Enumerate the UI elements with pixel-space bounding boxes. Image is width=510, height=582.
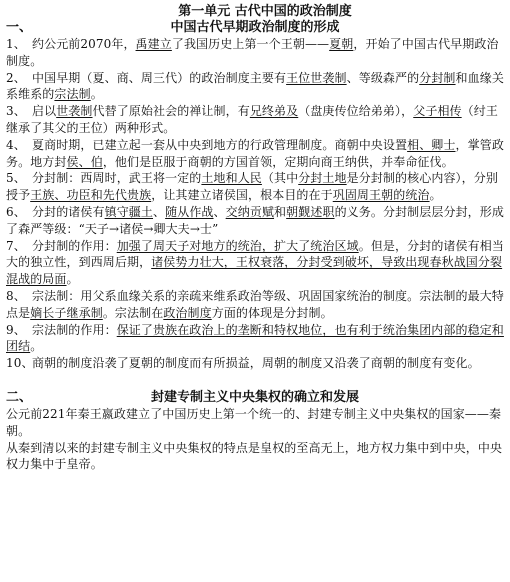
item-number: 5、: [6, 171, 26, 186]
underlined-text: 世袭制: [56, 104, 93, 119]
section-1-number: 一、: [6, 20, 33, 35]
unit-title: 第一单元 古代中国的政治制度: [178, 4, 352, 19]
list-item: [6, 137, 504, 171]
item-text: 分封的诸侯有: [32, 204, 105, 219]
list-item: [6, 36, 504, 70]
item-number: 7、: [6, 238, 26, 253]
item-text: 。: [30, 339, 43, 354]
item-text: 中国早期（夏、商、周三代）的政治制度主要有: [32, 70, 287, 85]
item-number: 10、: [6, 356, 34, 371]
item-number: 4、: [6, 137, 26, 152]
section-2-paragraph: 从秦到清以来的封建专制主义中央集权的特点是皇权的至高无上，地方权力集中到中央，中央权力集中于皇帝。: [6, 440, 503, 472]
item-number: 2、: [6, 70, 26, 85]
item-text: ，他们是臣服于商朝的方国首领，定期向商王纳供，并奉命征伐。: [102, 154, 454, 169]
underlined-text: 父子相传: [413, 104, 462, 119]
underlined-text: 朝觐述职: [286, 204, 335, 219]
item-text: 约公元前2070年，: [32, 37, 136, 51]
item-text: 宗法制的作用：: [32, 322, 117, 337]
underlined-text: 土地和人民: [201, 171, 262, 186]
underlined-text: 分封土地: [298, 171, 347, 186]
item-text: 。: [429, 188, 442, 203]
underlined-text: 保证了贵族在政治上的垄断和特权地位，也有利于统治集团内部的稳定和团结: [6, 322, 504, 354]
item-text: 。: [90, 87, 103, 102]
section-2-title: 封建专制主义中央集权的确立和发展: [150, 389, 359, 405]
item-number: 3、: [6, 104, 26, 119]
list-item: [6, 355, 504, 372]
underlined-text: 分封制: [419, 70, 456, 85]
underlined-text: 兄终弟及: [249, 104, 299, 119]
item-text: ，开始了中国古代早期政治制度。: [6, 37, 499, 68]
section-1-title: 中国古代早期政治制度的形成: [170, 20, 340, 35]
item-text: （纣王继承了其父的王位）两种形式。: [6, 104, 498, 135]
underlined-text: 诸侯势力壮大，王权衰落，分封受到破坏，导致出现春秋战国分裂混战的局面: [6, 255, 503, 287]
underlined-text: 相、卿士: [407, 137, 456, 152]
section-2-heading: [6, 390, 504, 406]
list-item: [6, 70, 504, 104]
item-text: 代替了原始社会的禅让制，有: [92, 104, 250, 119]
item-text: 、等级森严的: [346, 70, 420, 85]
list-item: [6, 288, 504, 322]
underlined-text: 宗法制: [54, 87, 91, 102]
item-text: 、: [213, 204, 226, 219]
item-text: 夏商时期，已建立起一套从中央到地方的行政管理制度。商朝中央设置: [32, 137, 408, 152]
item-text: ，掌管政务。地方封: [6, 137, 504, 169]
item-number: 1、: [6, 37, 26, 51]
item-text: （其中: [261, 171, 299, 186]
underlined-text: 镇守疆土: [104, 204, 154, 219]
list-item: [6, 238, 504, 288]
underlined-text: 随从作战: [165, 204, 214, 219]
section-1-body: [6, 36, 504, 372]
item-text: （盘庚传位给弟弟），: [298, 104, 414, 119]
item-number: 8、: [6, 288, 26, 303]
list-item: [6, 103, 504, 137]
item-text: 。宗法制在: [102, 305, 164, 320]
item-text: 宗法制：用父系血缘关系的亲疏来维系政治等级、巩固国家统治的制度。宗法制的最大特点是: [6, 288, 504, 320]
underlined-text: 加强了周天子对地方的统治，扩大了统治区域: [116, 238, 359, 253]
underlined-text: 嫡长子继承制: [30, 305, 103, 320]
item-text: 分封制：西周时，武王将一定的: [32, 171, 202, 186]
item-text: ，让其建立诸侯国，根本目的在于: [151, 188, 333, 203]
item-text: 和: [274, 204, 287, 219]
underlined-text: 禹建立: [135, 37, 172, 51]
item-text: 分封制的作用：: [32, 238, 117, 253]
section-2-number: 二、: [6, 389, 33, 405]
underlined-text: 巩固周王朝的统治: [332, 188, 430, 203]
item-text: 方面的体现是分封制。: [211, 305, 333, 320]
underlined-text: 交纳贡赋: [225, 204, 275, 219]
underlined-text: 王位世袭制: [286, 70, 347, 85]
underlined-text: 政治制度: [163, 305, 212, 320]
list-item: [6, 170, 504, 204]
underlined-text: 侯、伯: [66, 154, 103, 169]
list-item: [6, 322, 504, 356]
item-number: 6、: [6, 204, 26, 219]
list-item: [6, 204, 504, 238]
item-text: 、: [153, 204, 166, 219]
item-text: 是分封制的核心内容），分别授予: [6, 171, 498, 203]
item-text: 了我国历史上第一个王朝——: [171, 37, 330, 51]
item-text: 的义务。分封制层层分封，形成了森严等级：“天子→诸侯→卿大夫→士”: [6, 204, 504, 236]
section-1-heading: [6, 20, 504, 36]
underlined-text: 王族、功臣和先代贵族: [30, 188, 152, 203]
item-text: 和血缘关系维系的: [6, 70, 504, 102]
item-text: 。但是，分封的诸侯有相当大的独立性，到西周后期，: [6, 238, 504, 270]
underlined-text: 夏朝: [329, 37, 354, 51]
item-text: 商朝的制度沿袭了夏朝的制度而有所损益，周朝的制度又沿袭了商朝的制度有变化。: [32, 356, 480, 371]
section-2-paragraph: 公元前221年秦王嬴政建立了中国历史上第一个统一的、封建专制主义中央集权的国家——秦朝。: [6, 406, 502, 438]
item-number: 9、: [6, 322, 26, 337]
item-text: 。: [66, 272, 79, 287]
item-text: 启以: [32, 104, 57, 119]
